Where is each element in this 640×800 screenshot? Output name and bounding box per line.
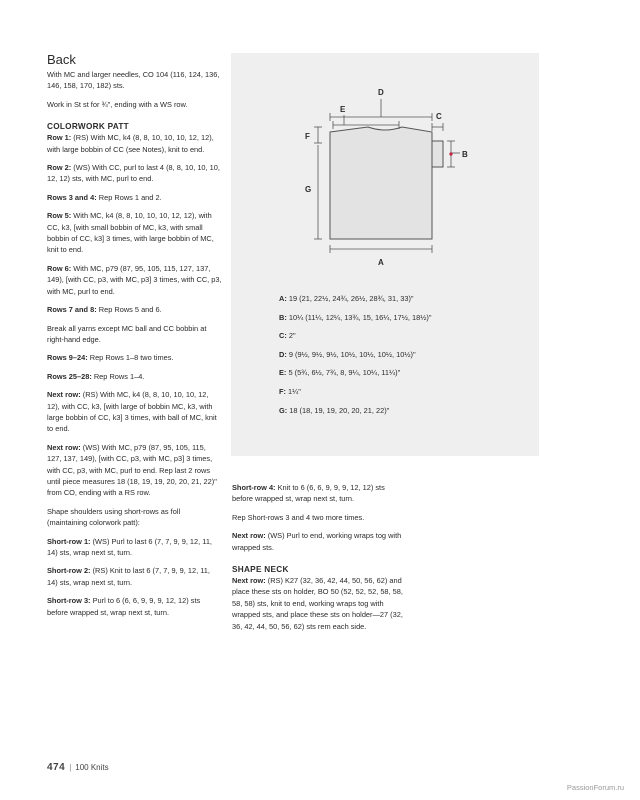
break-yarns: Break all yarns except MC ball and CC bobbin at right-hand edge. xyxy=(47,323,207,344)
repeat-short-rows: Rep Short-rows 3 and 4 two more times. xyxy=(232,512,365,522)
dim-key: C: xyxy=(279,331,287,341)
row-label: Rows 7 and 8: xyxy=(47,305,97,315)
dim-value: 18 (18, 19, 19, 20, 20, 21, 22)" xyxy=(287,405,390,415)
footer-separator: | xyxy=(69,763,72,772)
row-2 xyxy=(47,162,222,185)
row-text: (RS) With MC, k4 (8, 8, 10, 10, 10, 12, 12), with large bobbin of CC (see Notes), knit to end. xyxy=(47,133,214,154)
dim-key: B: xyxy=(279,312,287,322)
dim-value: 2" xyxy=(286,331,296,341)
accent-dot xyxy=(449,152,452,155)
short-row-3 xyxy=(47,595,222,618)
page-number: 474 xyxy=(47,762,66,773)
rows-3-4 xyxy=(47,192,222,203)
row-1 xyxy=(47,132,222,155)
dim-label-c: C xyxy=(436,112,442,121)
right-column xyxy=(232,482,407,639)
row-label: Row 6: xyxy=(47,263,72,273)
sleeve-cap-shape xyxy=(432,141,443,167)
row-label: Row 5: xyxy=(47,211,72,221)
dim-value: 10¼ (11¼, 12¼, 13¾, 15, 16¼, 17½, 18½)" xyxy=(286,312,432,322)
next-row-ws xyxy=(47,442,222,499)
row-text: Rep Rows 1–8 two times. xyxy=(87,353,174,363)
watermark: PassionForum.ru xyxy=(566,783,624,792)
row-text: With MC, p79 (87, 95, 105, 115, 127, 137, 149), [with CC, p3, with MC, p3] 3 times, with CC, p3, with MC, purl to end. xyxy=(47,263,222,296)
row-label: Short-row 4: xyxy=(232,483,276,492)
row-text: (WS) Purl to end, working wraps tog with wrapped sts. xyxy=(232,531,402,552)
dim-value: 5 (5¾, 6½, 7¾, 8, 9¼, 10¼, 11¼)" xyxy=(286,368,401,378)
row-text: Rep Rows 1–4. xyxy=(91,371,145,381)
row-text: Rep Rows 5 and 6. xyxy=(96,305,162,315)
dim-key: G: xyxy=(279,405,288,415)
book-title: 100 Knits xyxy=(75,763,109,772)
row-label: Rows 9–24: xyxy=(47,353,88,363)
dim-label-f: F xyxy=(305,132,310,141)
row-label: Short-row 1: xyxy=(47,536,91,546)
colorwork-heading: COLORWORK PATT xyxy=(47,122,129,132)
next-row-wraps xyxy=(232,530,407,553)
neck-next-row xyxy=(232,575,407,632)
dim-value: 9 (9½, 9½, 9½, 10½, 10½, 10½, 10½)" xyxy=(286,349,416,359)
row-label: Row 2: xyxy=(47,163,72,173)
row-label: Rows 3 and 4: xyxy=(47,192,97,202)
section-title-back: Back xyxy=(47,52,76,67)
row-text: (WS) With MC, p79 (87, 95, 105, 115, 127, 137, 149), [with CC, p3, with MC, p3] 3 times, with CC, p3, with MC, purl to end. Rep last 2 rows until piece measures 18 (18, 19, 19, 20, 20, 21, 22)" from CO, ending with a RS row. xyxy=(47,442,217,498)
row-label: Rows 25–28: xyxy=(47,371,92,381)
row-label: Short-row 3: xyxy=(47,596,91,606)
row-text: (RS) With MC, k4 (8, 8, 10, 10, 10, 12, 12), with CC, k3, [with large of bobbin MC, k3, with large bobbin of CC, k3] 3 times, with ball of MC, knit to end. xyxy=(47,390,217,434)
row-label: Short-row 2: xyxy=(47,566,91,576)
back-intro-2: Work in St st for ¾", ending with a WS row. xyxy=(47,99,188,109)
dim-a xyxy=(279,293,539,304)
sweater-body-shape xyxy=(330,127,432,239)
row-label: Next row: xyxy=(47,442,81,452)
dim-value: 19 (21, 22½, 24¾, 26½, 28¾, 31, 33)" xyxy=(286,294,414,303)
short-row-1 xyxy=(47,536,222,559)
rows-9-24 xyxy=(47,352,222,363)
short-row-4 xyxy=(232,482,407,505)
dim-key: A: xyxy=(279,294,287,303)
row-label: Next row: xyxy=(47,390,81,400)
dim-label-g: G xyxy=(305,185,312,194)
left-column xyxy=(47,52,222,625)
rows-25-28 xyxy=(47,371,222,382)
row-text: (WS) With CC, purl to last 4 (8, 8, 10, 10, 10, 12, 12) sts, with MC, purl to end. xyxy=(47,163,220,184)
short-row-2 xyxy=(47,565,222,588)
rows-7-8 xyxy=(47,304,222,315)
row-text: Purl to 6 (6, 6, 9, 9, 9, 12, 12) sts before wrapped st, wrap next st, turn. xyxy=(47,596,201,617)
row-label: Next row: xyxy=(232,531,266,541)
dim-value: 1¼" xyxy=(285,386,301,396)
row-label: Row 1: xyxy=(47,133,72,143)
dim-label-e: E xyxy=(340,105,346,114)
dim-label-a: A xyxy=(378,258,384,267)
row-text: (RS) K27 (32, 36, 42, 44, 50, 56, 62) and place these sts on holder, BO 50 (52, 52, 52, 58, 58, 58, 58) sts, knit to end, working wraps tog with wrapped sts, and place these sts on holder—27 (32, 36, 42, 44, 50, 56, 62) sts rem each side. xyxy=(232,576,403,631)
dim-label-b: B xyxy=(462,150,468,159)
dim-label-d: D xyxy=(378,88,384,97)
row-text: Knit to 6 (6, 6, 9, 9, 9, 12, 12) sts before wrapped st, wrap next st, turn. xyxy=(232,483,385,504)
dimensions-list xyxy=(279,293,539,423)
dim-f xyxy=(279,386,539,397)
row-text: With MC, k4 (8, 8, 10, 10, 10, 12, 12), with CC, k3, [with small bobbin of MC, k3, with small bobbin of CC, k3] 3 times, with large bobbin of MC, knit to end. xyxy=(47,211,214,255)
dim-b xyxy=(279,312,539,323)
dim-e xyxy=(279,367,539,378)
next-row-rs xyxy=(47,389,222,435)
dim-key: E: xyxy=(279,368,287,378)
dim-key: D: xyxy=(279,349,287,359)
schematic-diagram xyxy=(231,53,539,293)
shape-shoulders: Shape shoulders using short-rows as foll (maintaining colorwork patt): xyxy=(47,506,181,528)
row-text: Rep Rows 1 and 2. xyxy=(96,192,162,202)
dim-d xyxy=(279,349,539,360)
row-label: Next row: xyxy=(232,576,266,586)
dim-g xyxy=(279,405,539,416)
dim-key: F: xyxy=(279,386,286,396)
row-6 xyxy=(47,263,222,297)
row-text: (WS) Purl to last 6 (7, 7, 9, 9, 12, 11, 14) sts, wrap next st, turn. xyxy=(47,536,212,557)
dim-c xyxy=(279,330,539,341)
back-intro-1: With MC and larger needles, CO 104 (116, 124, 136, 146, 158, 170, 182) sts. xyxy=(47,70,220,91)
row-text: (RS) Knit to last 6 (7, 7, 9, 9, 12, 11, 14) sts, wrap next st, turn. xyxy=(47,566,210,587)
shape-neck-heading: SHAPE NECK xyxy=(232,565,289,575)
row-5 xyxy=(47,210,222,256)
page-footer xyxy=(47,762,109,773)
